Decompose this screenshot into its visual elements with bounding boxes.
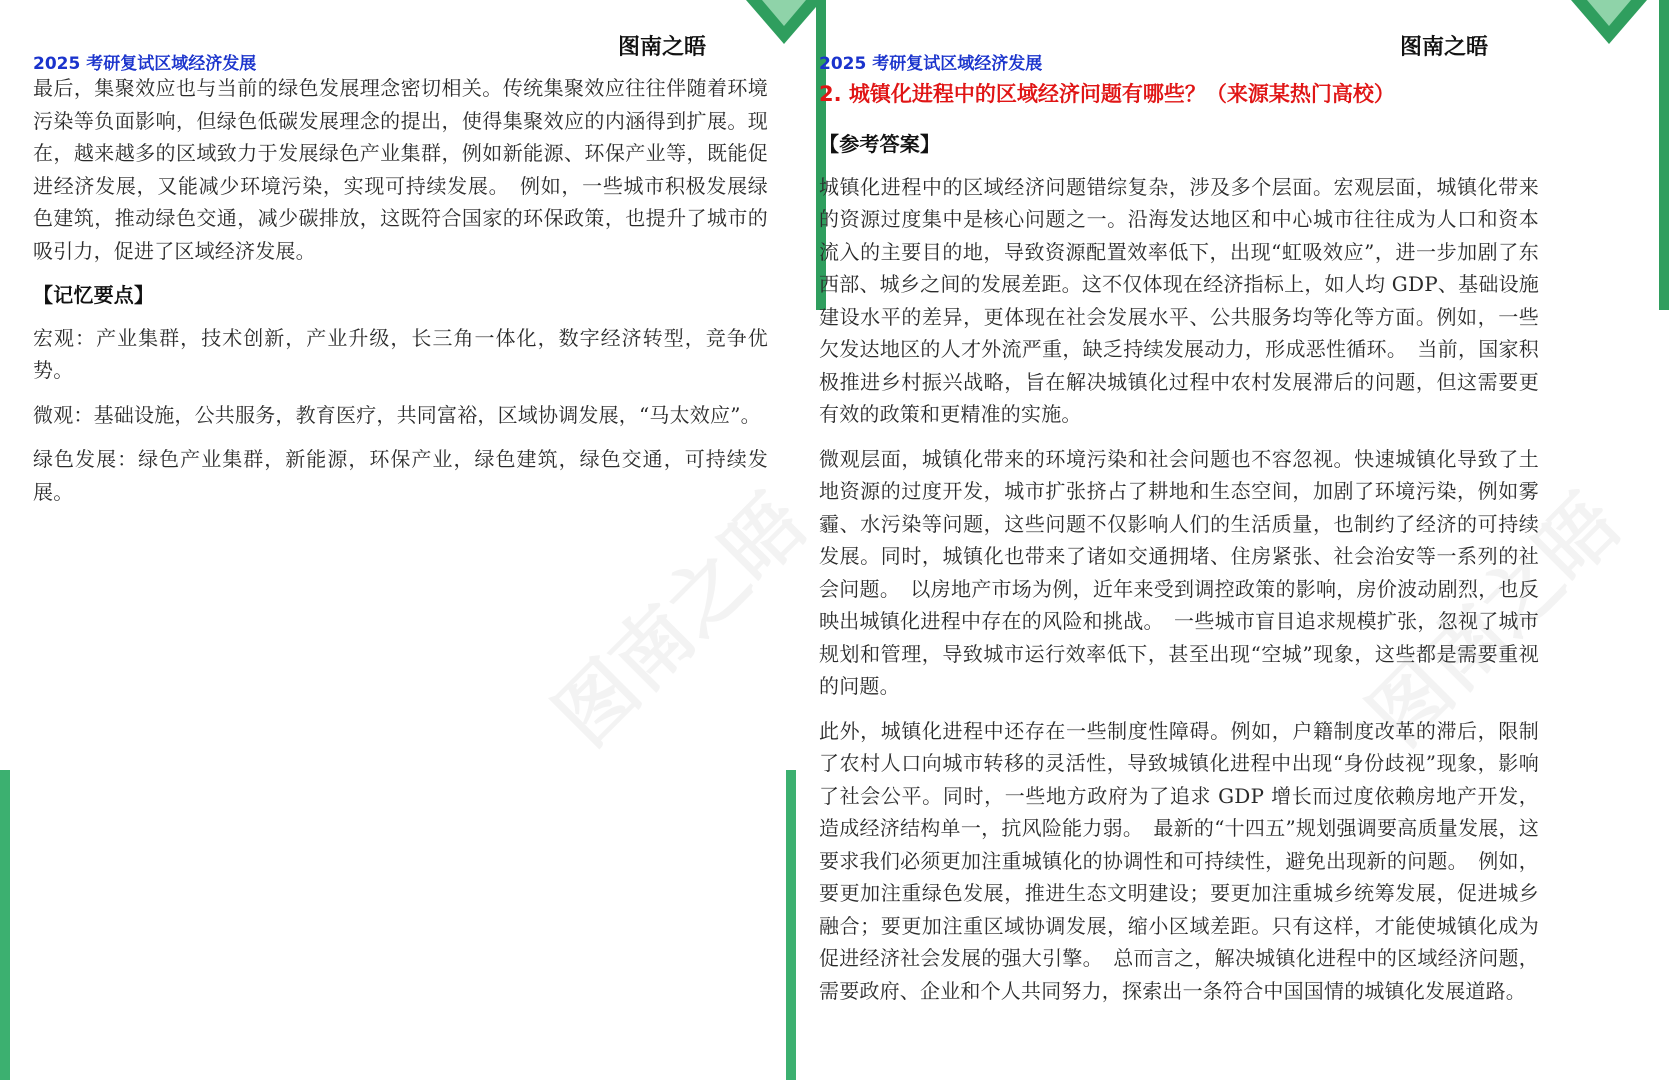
answer-paragraph: 此外，城镇化进程中还存在一些制度性障碍。例如，户籍制度改革的滞后，限制了农村人口向城市转移的灵活性，导致城镇化进程中出现“身份歧视”现象，影响了社会公平。同时，一些地方政府为了追求 GDP 增长而过度依赖房地产开发，造成经济结构单一，抗风险能力弱。 最新的“十四五”规划强调要高质量发展，这要求我们必须更加注重城镇化的协调性和可持续性，避免出现新的问题。 例如，要更加注重绿色发展，推进生态文明建设；要更加注重城乡统筹发展，促进城乡融合；要更加注重区域协调发展，缩小区域差距。只有这样，才能使城镇化成为促进经济社会发展的强大引擎。 总而言之，解决城镇化进程中的区域经济问题，需要政府、企业和个人共同努力，探索出一条符合中国国情的城镇化发展道路。 (819, 718, 1539, 1003)
left-body (33, 72, 768, 520)
right-page (819, 0, 1669, 1080)
header-title: 2025 考研复试区域经济发展 (33, 54, 257, 74)
intro-paragraph: 最后，集聚效应也与当前的绿色发展理念密切相关。传统集聚效应往往伴随着环境污染等负面影响，但绿色低碳发展理念的提出，使得集聚效应的内涵得到扩展。现在，越来越多的区域致力于发展绿色产业集群，例如新能源、环保产业等，既能促进经济发展，又能减少环境污染，实现可持续发展。 例如，一些城市积极发展绿色建筑，推动绿色交通，减少碳排放，这既符合国家的环保政策，也提升了城市的吸引力，促进了区域经济发展。 (33, 76, 768, 263)
answer-paragraph: 城镇化进程中的区域经济问题错综复杂，涉及多个层面。宏观层面，城镇化带来的资源过度集中是核心问题之一。沿海发达地区和中心城市往往成为人口和资本流入的主要目的地，导致资源配置效率低下，出现“虹吸效应”，进一步加剧了东西部、城乡之间的发展差距。这不仅体现在经济指标上，如人均 GDP、基础设施建设水平的差异，更体现在社会发展水平、公共服务均等化等方面。例如，一些欠发达地区的人才外流严重，缺乏持续发展动力，形成恶性循环。 当前，国家积极推进乡村振兴战略，旨在解决城镇化过程中农村发展滞后的问题，但这需要更有效的政策和更精准的实施。 (819, 174, 1539, 426)
watermark: 图南之晤 (538, 478, 824, 764)
memory-point: 绿色发展：绿色产业集群，新能源，环保产业，绿色建筑，绿色交通，可持续发展。 (33, 447, 768, 504)
header-title: 2025 考研复试区域经济发展 (819, 54, 1043, 74)
green-side-bar-left (786, 770, 796, 1080)
left-page (0, 0, 834, 1080)
watermark: 图南之晤 (1352, 478, 1638, 764)
right-body (819, 120, 1539, 1019)
brand-logo-text: 图南之晤 (618, 35, 707, 60)
question-title: 2. 城镇化进程中的区域经济问题有哪些？（来源某热门高校） (819, 82, 1395, 106)
answer-heading: 【参考答案】 (819, 132, 941, 156)
answer-paragraph: 微观层面，城镇化带来的环境污染和社会问题也不容忽视。快速城镇化导致了土地资源的过度开发，城市扩张挤占了耕地和生态空间，加剧了环境污染，例如雾霾、水污染等问题，这些问题不仅影响人们的生活质量，也制约了经济的可持续发展。同时，城镇化也带来了诸如交通拥堵、住房紧张、社会治安等一系列的社会问题。 以房地产市场为例，近年来受到调控政策的影响，房价波动剧烈，也反映出城镇化进程中存在的风险和挑战。 一些城市盲目追求规模扩张，忽视了城市规划和管理，导致城市运行效率低下，甚至出现“空城”现象，这些都是需要重视的问题。 (819, 446, 1539, 698)
green-side-bar-right (1659, 0, 1669, 310)
green-side-bar-left (0, 770, 10, 1080)
brand-logo-text: 图南之晤 (1400, 35, 1489, 60)
memory-point: 微观：基础设施，公共服务，教育医疗，共同富裕，区域协调发展，“马太效应”。 (33, 402, 761, 427)
memory-point: 宏观：产业集群，技术创新，产业升级，长三角一体化，数字经济转型，竞争优势。 (33, 325, 768, 382)
light-green-corner-decoration (1587, 0, 1631, 26)
light-green-corner-decoration (762, 0, 806, 26)
memory-heading: 【记忆要点】 (33, 283, 155, 307)
